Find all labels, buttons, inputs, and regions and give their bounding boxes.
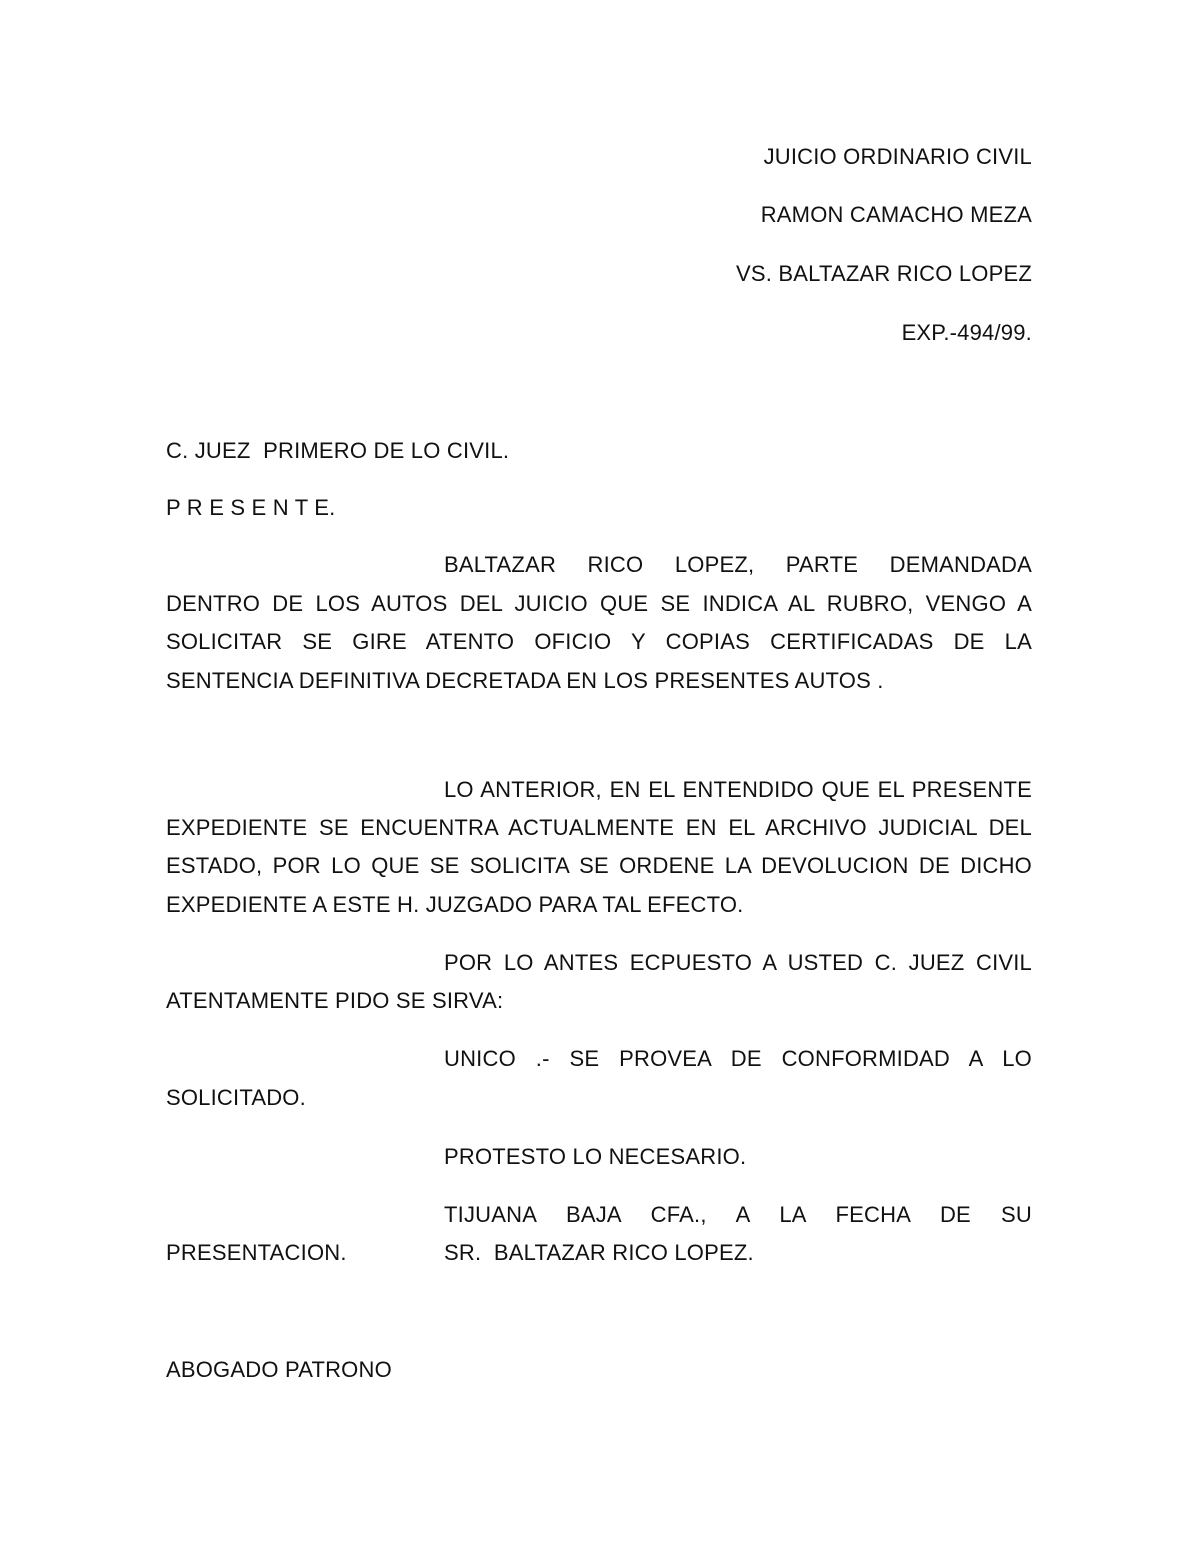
protesto-line: PROTESTO LO NECESARIO. <box>444 1144 747 1169</box>
place-date-line-2: PRESENTACION. <box>166 1240 347 1265</box>
paragraph-1-line-3: SOLICITAR SE GIRE ATENTO OFICIO Y COPIAS CERTIFICADAS DE LA <box>166 629 1032 654</box>
paragraph-1-line-1: BALTAZAR RICO LOPEZ, PARTE DEMANDADA <box>444 552 1032 577</box>
file-number: EXP.-494/99. <box>901 320 1032 345</box>
paragraph-4-line-1: UNICO .- SE PROVEA DE CONFORMIDAD A LO <box>444 1046 1032 1071</box>
paragraph-2-line-2: EXPEDIENTE SE ENCUENTRA ACTUALMENTE EN EL ARCHIVO JUDICIAL DEL <box>166 815 1032 840</box>
paragraph-1-line-2: DENTRO DE LOS AUTOS DEL JUICIO QUE SE INDICA AL RUBRO, VENGO A <box>166 591 1032 616</box>
paragraph-4-line-2: SOLICITADO. <box>166 1085 306 1110</box>
paragraph-1-line-4: SENTENCIA DEFINITIVA DECRETADA EN LOS PRESENTES AUTOS . <box>166 668 884 693</box>
signature-role: ABOGADO PATRONO <box>166 1357 392 1382</box>
plaintiff-name: RAMON CAMACHO MEZA <box>760 202 1032 227</box>
paragraph-2-line-3: ESTADO, POR LO QUE SE SOLICITA SE ORDENE LA DEVOLUCION DE DICHO <box>166 853 1032 878</box>
addressee-presente: P R E S E N T E. <box>166 495 336 520</box>
addressee-judge: C. JUEZ PRIMERO DE LO CIVIL. <box>166 438 510 463</box>
paragraph-3-line-2: ATENTAMENTE PIDO SE SIRVA: <box>166 988 504 1013</box>
signatory-name: SR. BALTAZAR RICO LOPEZ. <box>444 1240 754 1265</box>
paragraph-3-line-1: POR LO ANTES ECPUESTO A USTED C. JUEZ CIVIL <box>444 950 1032 975</box>
place-date-line-1: TIJUANA BAJA CFA., A LA FECHA DE SU <box>444 1202 1032 1227</box>
paragraph-2-line-1: LO ANTERIOR, EN EL ENTENDIDO QUE EL PRESENTE <box>444 777 1032 802</box>
defendant-name: VS. BALTAZAR RICO LOPEZ <box>736 261 1032 286</box>
paragraph-2-line-4: EXPEDIENTE A ESTE H. JUZGADO PARA TAL EFECTO. <box>166 892 744 917</box>
case-type: JUICIO ORDINARIO CIVIL <box>763 144 1032 169</box>
